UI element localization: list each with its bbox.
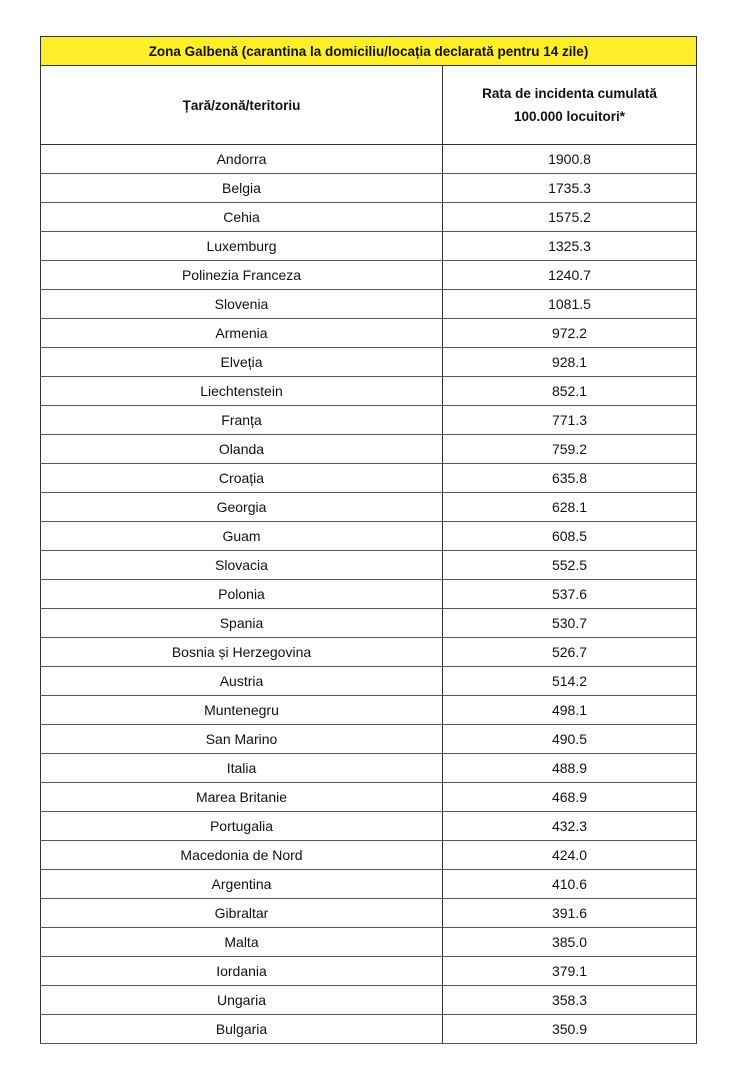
rate-cell: 488.9 [443, 754, 697, 783]
country-cell: Iordania [41, 957, 443, 986]
table-row [41, 783, 697, 812]
country-cell: Andorra [41, 145, 443, 174]
table-row [41, 928, 697, 957]
country-cell: Croația [41, 464, 443, 493]
country-cell: Ungaria [41, 986, 443, 1015]
table-row [41, 696, 697, 725]
rate-cell: 498.1 [443, 696, 697, 725]
country-cell: Marea Britanie [41, 783, 443, 812]
country-cell: Macedonia de Nord [41, 841, 443, 870]
country-cell: Portugalia [41, 812, 443, 841]
country-cell: Elveția [41, 348, 443, 377]
rate-header-line-2: 100.000 locuitori* [513, 109, 626, 124]
rate-cell: 424.0 [443, 841, 697, 870]
country-cell: Slovacia [41, 551, 443, 580]
table-row [41, 957, 697, 986]
rate-cell: 468.9 [443, 783, 697, 812]
rate-cell: 608.5 [443, 522, 697, 551]
table-row [41, 290, 697, 319]
rate-column-header [443, 66, 697, 145]
rate-cell: 759.2 [443, 435, 697, 464]
country-cell: Olanda [41, 435, 443, 464]
rate-cell: 1735.3 [443, 174, 697, 203]
country-cell: San Marino [41, 725, 443, 754]
rate-cell: 1900.8 [443, 145, 697, 174]
rate-cell: 552.5 [443, 551, 697, 580]
table-row [41, 841, 697, 870]
rate-cell: 628.1 [443, 493, 697, 522]
table-row [41, 667, 697, 696]
country-cell: Slovenia [41, 290, 443, 319]
rate-cell: 928.1 [443, 348, 697, 377]
country-cell: Luxemburg [41, 232, 443, 261]
rate-cell: 530.7 [443, 609, 697, 638]
table-row [41, 986, 697, 1015]
country-cell: Liechtenstein [41, 377, 443, 406]
table-row [41, 551, 697, 580]
rate-cell: 385.0 [443, 928, 697, 957]
rate-cell: 432.3 [443, 812, 697, 841]
country-cell: Polinezia Franceza [41, 261, 443, 290]
table-row [41, 261, 697, 290]
country-column-header: Țară/zonă/teritoriu [41, 66, 443, 145]
rate-cell: 771.3 [443, 406, 697, 435]
table-row [41, 406, 697, 435]
rate-cell: 514.2 [443, 667, 697, 696]
rate-cell: 1240.7 [443, 261, 697, 290]
country-cell: Spania [41, 609, 443, 638]
rate-cell: 410.6 [443, 870, 697, 899]
table-row [41, 609, 697, 638]
table-row [41, 348, 697, 377]
table-row [41, 580, 697, 609]
rate-cell: 490.5 [443, 725, 697, 754]
table-row [41, 377, 697, 406]
table-row [41, 174, 697, 203]
country-cell: Armenia [41, 319, 443, 348]
table-row [41, 493, 697, 522]
rate-cell: 1575.2 [443, 203, 697, 232]
country-cell: Argentina [41, 870, 443, 899]
rate-cell: 635.8 [443, 464, 697, 493]
country-cell: Italia [41, 754, 443, 783]
table-row [41, 638, 697, 667]
yellow-zone-table [40, 36, 697, 1044]
table-row [41, 870, 697, 899]
country-cell: Bulgaria [41, 1015, 443, 1044]
rate-cell: 391.6 [443, 899, 697, 928]
rate-cell: 1325.3 [443, 232, 697, 261]
country-cell: Georgia [41, 493, 443, 522]
yellow-zone-table-container [40, 36, 696, 1044]
table-row [41, 1015, 697, 1044]
table-row [41, 754, 697, 783]
country-cell: Guam [41, 522, 443, 551]
country-cell: Belgia [41, 174, 443, 203]
table-row [41, 812, 697, 841]
rate-cell: 350.9 [443, 1015, 697, 1044]
table-row [41, 522, 697, 551]
country-cell: Polonia [41, 580, 443, 609]
table-row [41, 899, 697, 928]
country-cell: Bosnia și Herzegovina [41, 638, 443, 667]
rate-cell: 1081.5 [443, 290, 697, 319]
country-cell: Franța [41, 406, 443, 435]
table-body [41, 145, 697, 1044]
country-cell: Gibraltar [41, 899, 443, 928]
table-row [41, 435, 697, 464]
table-title: Zona Galbenă (carantina la domiciliu/locația declarată pentru 14 zile) [41, 37, 697, 66]
table-row [41, 464, 697, 493]
rate-cell: 526.7 [443, 638, 697, 667]
table-header-row [41, 66, 697, 145]
country-cell: Malta [41, 928, 443, 957]
country-cell: Cehia [41, 203, 443, 232]
rate-cell: 972.2 [443, 319, 697, 348]
table-row [41, 232, 697, 261]
country-cell: Muntenegru [41, 696, 443, 725]
table-row [41, 203, 697, 232]
table-row [41, 145, 697, 174]
rate-cell: 537.6 [443, 580, 697, 609]
table-row [41, 319, 697, 348]
rate-cell: 852.1 [443, 377, 697, 406]
rate-header-line-1: Rata de incidenta cumulată [482, 86, 657, 101]
rate-cell: 358.3 [443, 986, 697, 1015]
table-row [41, 725, 697, 754]
table-title-row [41, 37, 697, 66]
country-cell: Austria [41, 667, 443, 696]
rate-cell: 379.1 [443, 957, 697, 986]
